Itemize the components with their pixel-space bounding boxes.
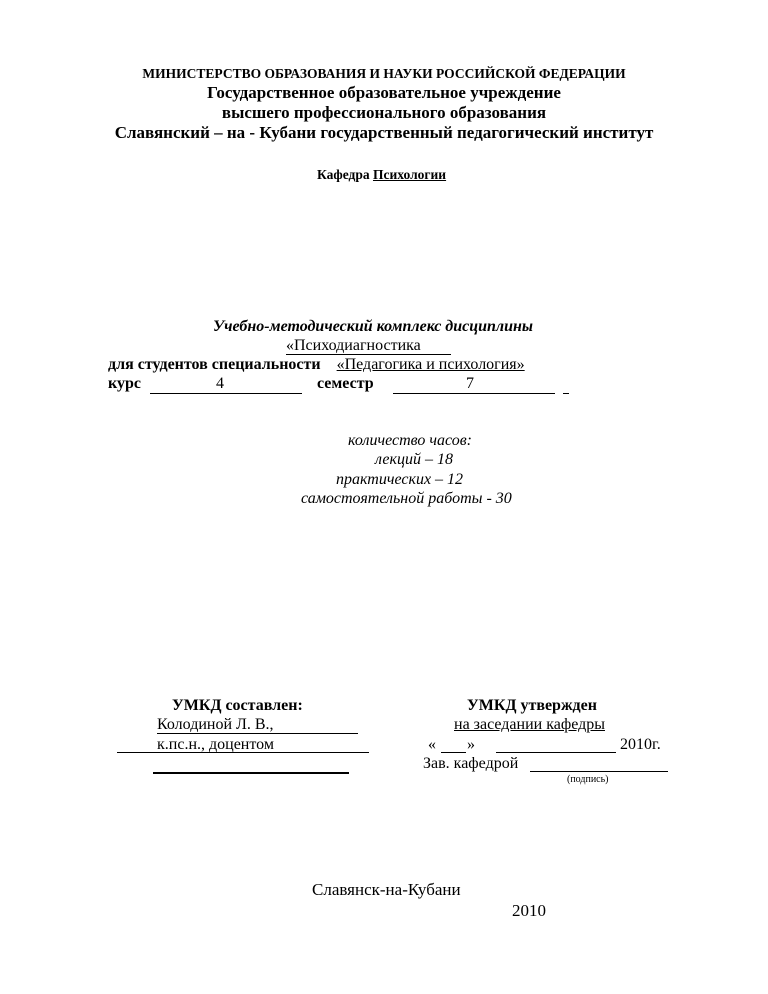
approved-meeting: на заседании кафедры — [454, 716, 605, 733]
approved-date-close: » — [467, 736, 475, 753]
hours-practical: практических – 12 — [336, 471, 464, 488]
department-name: Психологии — [372, 167, 447, 182]
department-label: Кафедра — [317, 167, 370, 182]
compiled-position: к.пс.н., доцентом — [157, 736, 274, 753]
semester-label: семестр — [317, 375, 374, 392]
course-label: курс — [108, 375, 141, 392]
semester-underline-tail — [563, 393, 569, 394]
head-label: Зав. кафедрой — [423, 755, 519, 772]
approved-heading: УМКД утвержден — [467, 697, 597, 714]
date-day-blank — [441, 752, 466, 753]
institution-line-1: Государственное образовательное учреждение — [207, 83, 561, 102]
specialty-value: «Педагогика и психология» — [336, 356, 525, 373]
footer-year: 2010 — [512, 901, 546, 920]
approved-date-open: « — [428, 736, 436, 753]
compiled-signature-line — [153, 772, 349, 774]
course-value: 4 — [216, 375, 224, 392]
institute-name: Славянский – на - Кубани государственный педагогический институт — [114, 123, 654, 142]
specialty-label: для студентов специальности — [108, 356, 321, 373]
hours-lectures: лекций – 18 — [375, 451, 453, 468]
institution-line-2: высшего профессионального образования — [221, 103, 547, 122]
discipline-underline — [286, 354, 451, 355]
head-signature-line — [530, 771, 668, 772]
specialty-line — [108, 356, 525, 374]
complex-title: Учебно-методический комплекс дисциплины — [213, 318, 534, 335]
approved-year: 2010г. — [620, 736, 661, 753]
department-line — [317, 167, 446, 183]
signature-caption: (подпись) — [567, 774, 609, 785]
semester-underline — [393, 393, 555, 394]
compiled-author: Колодиной Л. В., — [157, 716, 274, 733]
date-month-blank — [496, 752, 616, 753]
discipline-name: «Психодиагностика — [286, 337, 421, 354]
ministry-heading: МИНИСТЕРСТВО ОБРАЗОВАНИЯ И НАУКИ РОССИЙСКОЙ ФЕДЕРАЦИИ — [142, 66, 626, 81]
author-underline — [157, 733, 358, 734]
compiled-heading: УМКД составлен: — [172, 697, 303, 714]
semester-value: 7 — [466, 375, 474, 392]
course-underline — [150, 393, 302, 394]
position-underline — [117, 752, 369, 753]
hours-heading: количество часов: — [348, 432, 472, 449]
footer-city: Славянск-на-Кубани — [312, 880, 461, 899]
hours-self-study: самостоятельной работы - 30 — [301, 490, 512, 507]
